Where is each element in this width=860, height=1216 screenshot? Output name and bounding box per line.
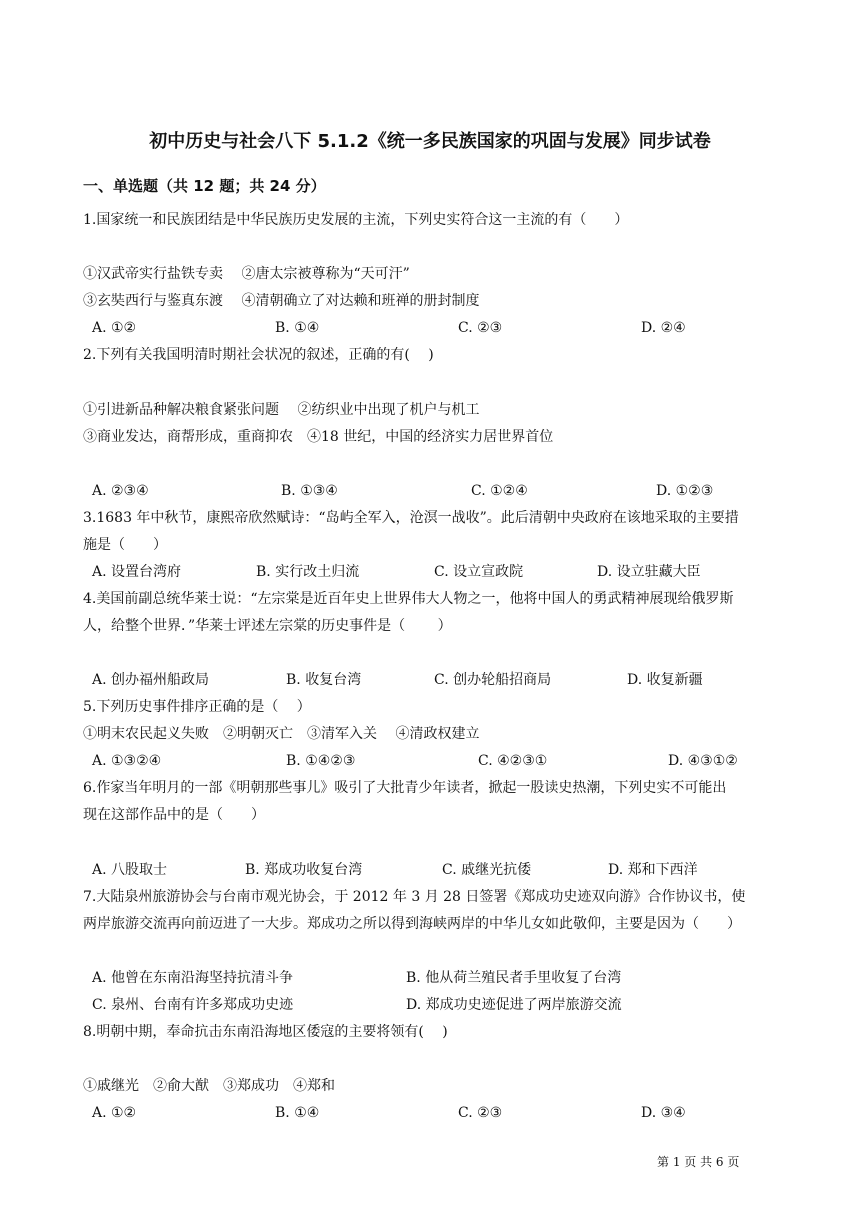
question-7-option-c[interactable]: C. 泉州、台南有许多郑成功史迹 xyxy=(92,997,294,1013)
question-1-option-a[interactable]: A. ①② xyxy=(92,320,137,336)
question-6-option-d[interactable]: D. 郑和下西洋 xyxy=(608,862,698,878)
question-6-stem: 现在这部作品中的是（ ） xyxy=(83,807,265,823)
question-1-option-c[interactable]: C. ②③ xyxy=(458,320,503,336)
question-4-stem: 4.美国前副总统华莱士说：“左宗棠是近百年史上世界伟大人物之一，他将中国人的勇武精神展现给俄罗斯 xyxy=(83,591,734,607)
question-2-stem: 2.下列有关我国明清时期社会状况的叙述，正确的有( ) xyxy=(83,347,434,363)
question-8-item: ①戚继光 ②俞大猷 ③郑成功 ④郑和 xyxy=(83,1078,335,1094)
question-1-stem: 1.国家统一和民族团结是中华民族历史发展的主流，下列史实符合这一主流的有（ ） xyxy=(83,212,629,228)
question-5-option-d[interactable]: D. ④③①② xyxy=(668,753,738,769)
question-3-option-b[interactable]: B. 实行改土归流 xyxy=(256,564,360,580)
question-8-stem: 8.明朝中期，奉命抗击东南沿海地区倭寇的主要将领有( ) xyxy=(83,1024,448,1040)
question-7-option-a[interactable]: A. 他曾在东南沿海坚持抗清斗争 xyxy=(92,970,294,986)
question-1-item: ③玄奘西行与鉴真东渡 ④清朝确立了对达赖和班禅的册封制度 xyxy=(83,293,480,309)
question-1-option-d[interactable]: D. ②④ xyxy=(641,320,686,336)
page-number: 第 1 页 共 6 页 xyxy=(657,1155,740,1169)
question-4-option-a[interactable]: A. 创办福州船政局 xyxy=(92,672,210,688)
question-5-stem: 5.下列历史事件排序正确的是（ ） xyxy=(83,699,311,715)
page-title: 初中历史与社会八下 5.1.2《统一多民族国家的巩固与发展》同步试卷 xyxy=(149,131,711,152)
question-7-stem: 两岸旅游交流再向前迈进了一大步。郑成功之所以得到海峡两岸的中华儿女如此敬仰，主要是因为（ ） xyxy=(83,916,741,932)
question-3-option-a[interactable]: A. 设置台湾府 xyxy=(92,564,182,580)
question-8-option-b[interactable]: B. ①④ xyxy=(275,1105,320,1121)
question-4-option-b[interactable]: B. 收复台湾 xyxy=(286,672,362,688)
question-3-stem: 施是（ ） xyxy=(83,537,167,553)
question-5-option-c[interactable]: C. ④②③① xyxy=(478,753,548,769)
question-3-option-d[interactable]: D. 设立驻藏大臣 xyxy=(597,564,701,580)
question-2-item: ③商业发达，商帮形成，重商抑农 ④18 世纪，中国的经济实力居世界首位 xyxy=(83,429,554,445)
question-8-option-d[interactable]: D. ③④ xyxy=(641,1105,686,1121)
question-6-option-c[interactable]: C. 戚继光抗倭 xyxy=(442,862,532,878)
question-6-option-a[interactable]: A. 八股取士 xyxy=(92,862,168,878)
question-2-option-a[interactable]: A. ②③④ xyxy=(92,483,149,499)
question-4-option-d[interactable]: D. 收复新疆 xyxy=(627,672,703,688)
question-5-option-b[interactable]: B. ①④②③ xyxy=(286,753,356,769)
question-7-option-d[interactable]: D. 郑成功史迹促进了两岸旅游交流 xyxy=(406,997,622,1013)
question-1-option-b[interactable]: B. ①④ xyxy=(275,320,320,336)
question-6-option-b[interactable]: B. 郑成功收复台湾 xyxy=(245,862,363,878)
question-4-stem: 人，给整个世界．”华莱士评述左宗棠的历史事件是（ ） xyxy=(83,618,452,634)
question-8-option-a[interactable]: A. ①② xyxy=(92,1105,137,1121)
question-2-option-d[interactable]: D. ①②③ xyxy=(656,483,714,499)
question-5-option-a[interactable]: A. ①③②④ xyxy=(92,753,162,769)
section-heading: 一、单选题（共 12 题；共 24 分） xyxy=(83,177,326,195)
question-3-stem: 3.1683 年中秋节，康熙帝欣然赋诗：“岛屿全军入，沧溟一战收”。此后清朝中央政府在该地采取的主要措 xyxy=(83,510,739,526)
question-7-stem: 7.大陆泉州旅游协会与台南市观光协会，于 2012 年 3 月 28 日签署《郑成功史迹双向游》合作协议书，使 xyxy=(83,889,746,905)
question-3-option-c[interactable]: C. 设立宣政院 xyxy=(434,564,524,580)
question-6-stem: 6.作家当年明月的一部《明朝那些事儿》吸引了大批青少年读者，掀起一股读史热潮，下列史实不可能出 xyxy=(83,780,727,796)
question-7-option-b[interactable]: B. 他从荷兰殖民者手里收复了台湾 xyxy=(406,970,622,986)
question-4-option-c[interactable]: C. 创办轮船招商局 xyxy=(434,672,552,688)
question-5-item: ①明末农民起义失败 ②明朝灭亡 ③清军入关 ④清政权建立 xyxy=(83,726,480,742)
question-2-item: ①引进新品种解决粮食紧张问题 ②纺织业中出现了机户与机工 xyxy=(83,402,480,418)
question-2-option-c[interactable]: C. ①②④ xyxy=(471,483,528,499)
question-8-option-c[interactable]: C. ②③ xyxy=(458,1105,503,1121)
question-1-item: ①汉武帝实行盐铁专卖 ②唐太宗被尊称为“天可汗” xyxy=(83,266,410,282)
question-2-option-b[interactable]: B. ①③④ xyxy=(281,483,338,499)
